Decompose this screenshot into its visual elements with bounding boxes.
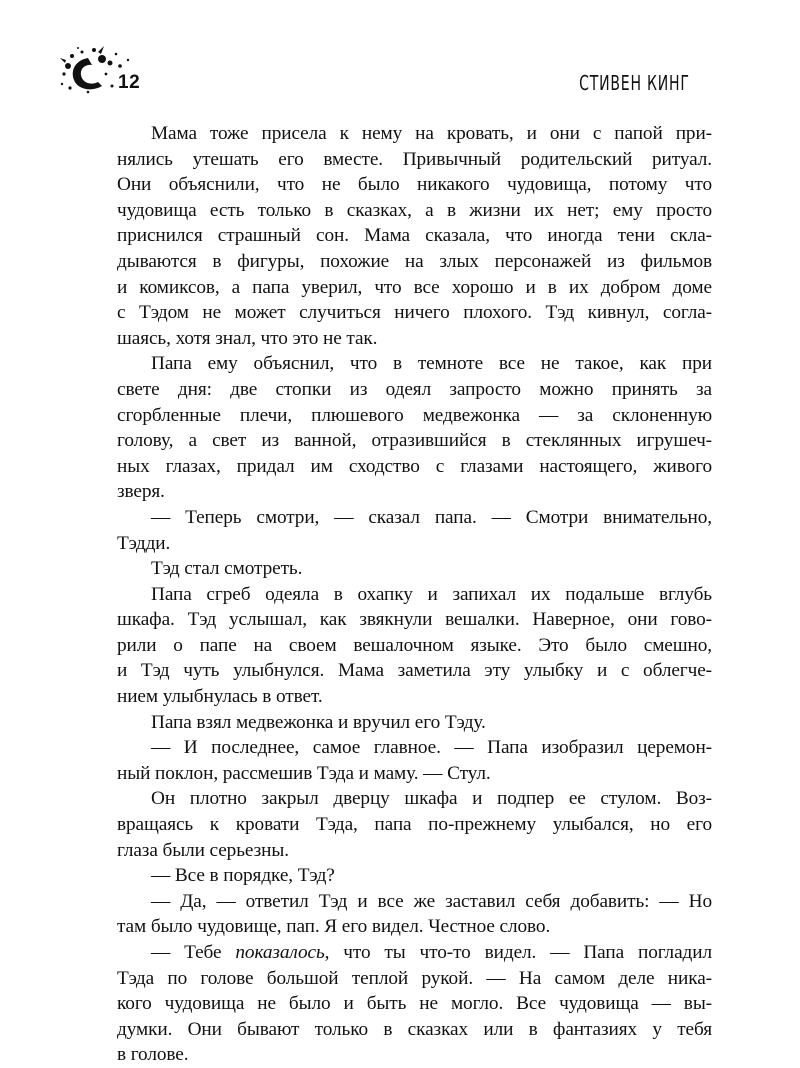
text-line: — И последнее, самое главное. — Папа изобразил церемон- — [151, 737, 712, 759]
text-line: шаясь, хотя знал, что это не так. — [117, 327, 378, 349]
text-line: и комиксов, а папа уверил, что все хорошо и в их добром доме — [117, 276, 712, 298]
text-line: чудовища есть только в сказках, а в жизни их нет; ему просто — [117, 199, 712, 221]
text-line: Папа взял медвежонка и вручил его Тэду. — [151, 711, 486, 733]
text-line: глаза были серьезны. — [117, 839, 289, 861]
text-line: Мама тоже присела к нему на кровать, и они с папой при- — [151, 123, 712, 144]
text-line: Папа ему объяснил, что в темноте все не такое, как при — [151, 353, 712, 375]
text-line: Они объяснили, что не было никакого чудовища, потому что — [117, 174, 712, 196]
text-line: Тэда по голове большой теплой рукой. — На самом деле ника- — [117, 967, 712, 989]
text-line: и Тэд чуть улыбнулся. Мама заметила эту улыбку и с облегче- — [117, 660, 712, 682]
text-line: в голове. — [117, 1044, 189, 1066]
text-line: — Все в порядке, Тэд? — [151, 865, 335, 887]
text-line: — Теперь смотри, — сказал папа. — Смотри внимательно, — [151, 506, 712, 528]
text-line: — Да, — ответил Тэд и все же заставил себя добавить: — Но — [151, 890, 712, 912]
text-line: шкафа. Тэд услышал, как звякнули вешалки. Наверное, они гово- — [117, 609, 712, 631]
text-line: свете дня: две стопки из одеял запросто можно принять за — [117, 378, 712, 400]
text-line: ный поклон, рассмешив Тэда и маму. — Стул. — [117, 762, 491, 784]
text-line: голову, а свет из ванной, отразившийся в стеклянных игрушеч- — [117, 430, 712, 452]
text-line: приснился страшный сон. Мама сказала, что иногда тени скла- — [117, 225, 712, 247]
text-line: рили о папе на своем вешалочном языке. Это было смешно, — [117, 634, 712, 656]
text-line: — Тебе показалось, что ты что-то видел. — Папа погладил — [151, 942, 712, 963]
text-line: кого чудовища не было и быть не могло. Все чудовища — вы- — [117, 993, 712, 1015]
text-line: ных глазах, придал им сходство с глазами настоящего, живого — [117, 455, 712, 477]
text-line: зверя. — [117, 481, 165, 503]
text-line: нием улыбнулась в ответ. — [117, 686, 323, 708]
text-line: думки. Они бывают только в сказках или в фантазиях у тебя — [117, 1018, 712, 1040]
text-line: вращаясь к кровати Тэда, папа по-прежнему улыбался, но его — [117, 814, 712, 836]
text-line: Тэд стал смотреть. — [151, 558, 303, 580]
text-line: с Тэдом не может случиться ничего плохого. Тэд кивнул, согла- — [117, 302, 712, 324]
text-line: там было чудовище, пап. Я его видел. Честное слово. — [117, 916, 551, 938]
text-line: Он плотно закрыл дверцу шкафа и подпер ее стулом. Воз- — [151, 788, 712, 810]
text-line: дываются в фигуры, похожие на злых персонажей из фильмов — [117, 250, 712, 272]
running-head-author: СТИВЕН КИНГ — [579, 71, 690, 95]
text-line: Тэдди. — [117, 532, 171, 554]
body-text — [117, 121, 712, 1068]
text-line: сгорбленные плечи, плюшевого медвежонка — за склоненную — [117, 404, 712, 426]
text-line: Папа сгреб одеяла в охапку и запихал их подальше вглубь — [151, 583, 712, 605]
page-number: 12 — [118, 72, 141, 93]
text-line: нялись утешать его вместе. Привычный родительский ритуал. — [117, 148, 712, 170]
